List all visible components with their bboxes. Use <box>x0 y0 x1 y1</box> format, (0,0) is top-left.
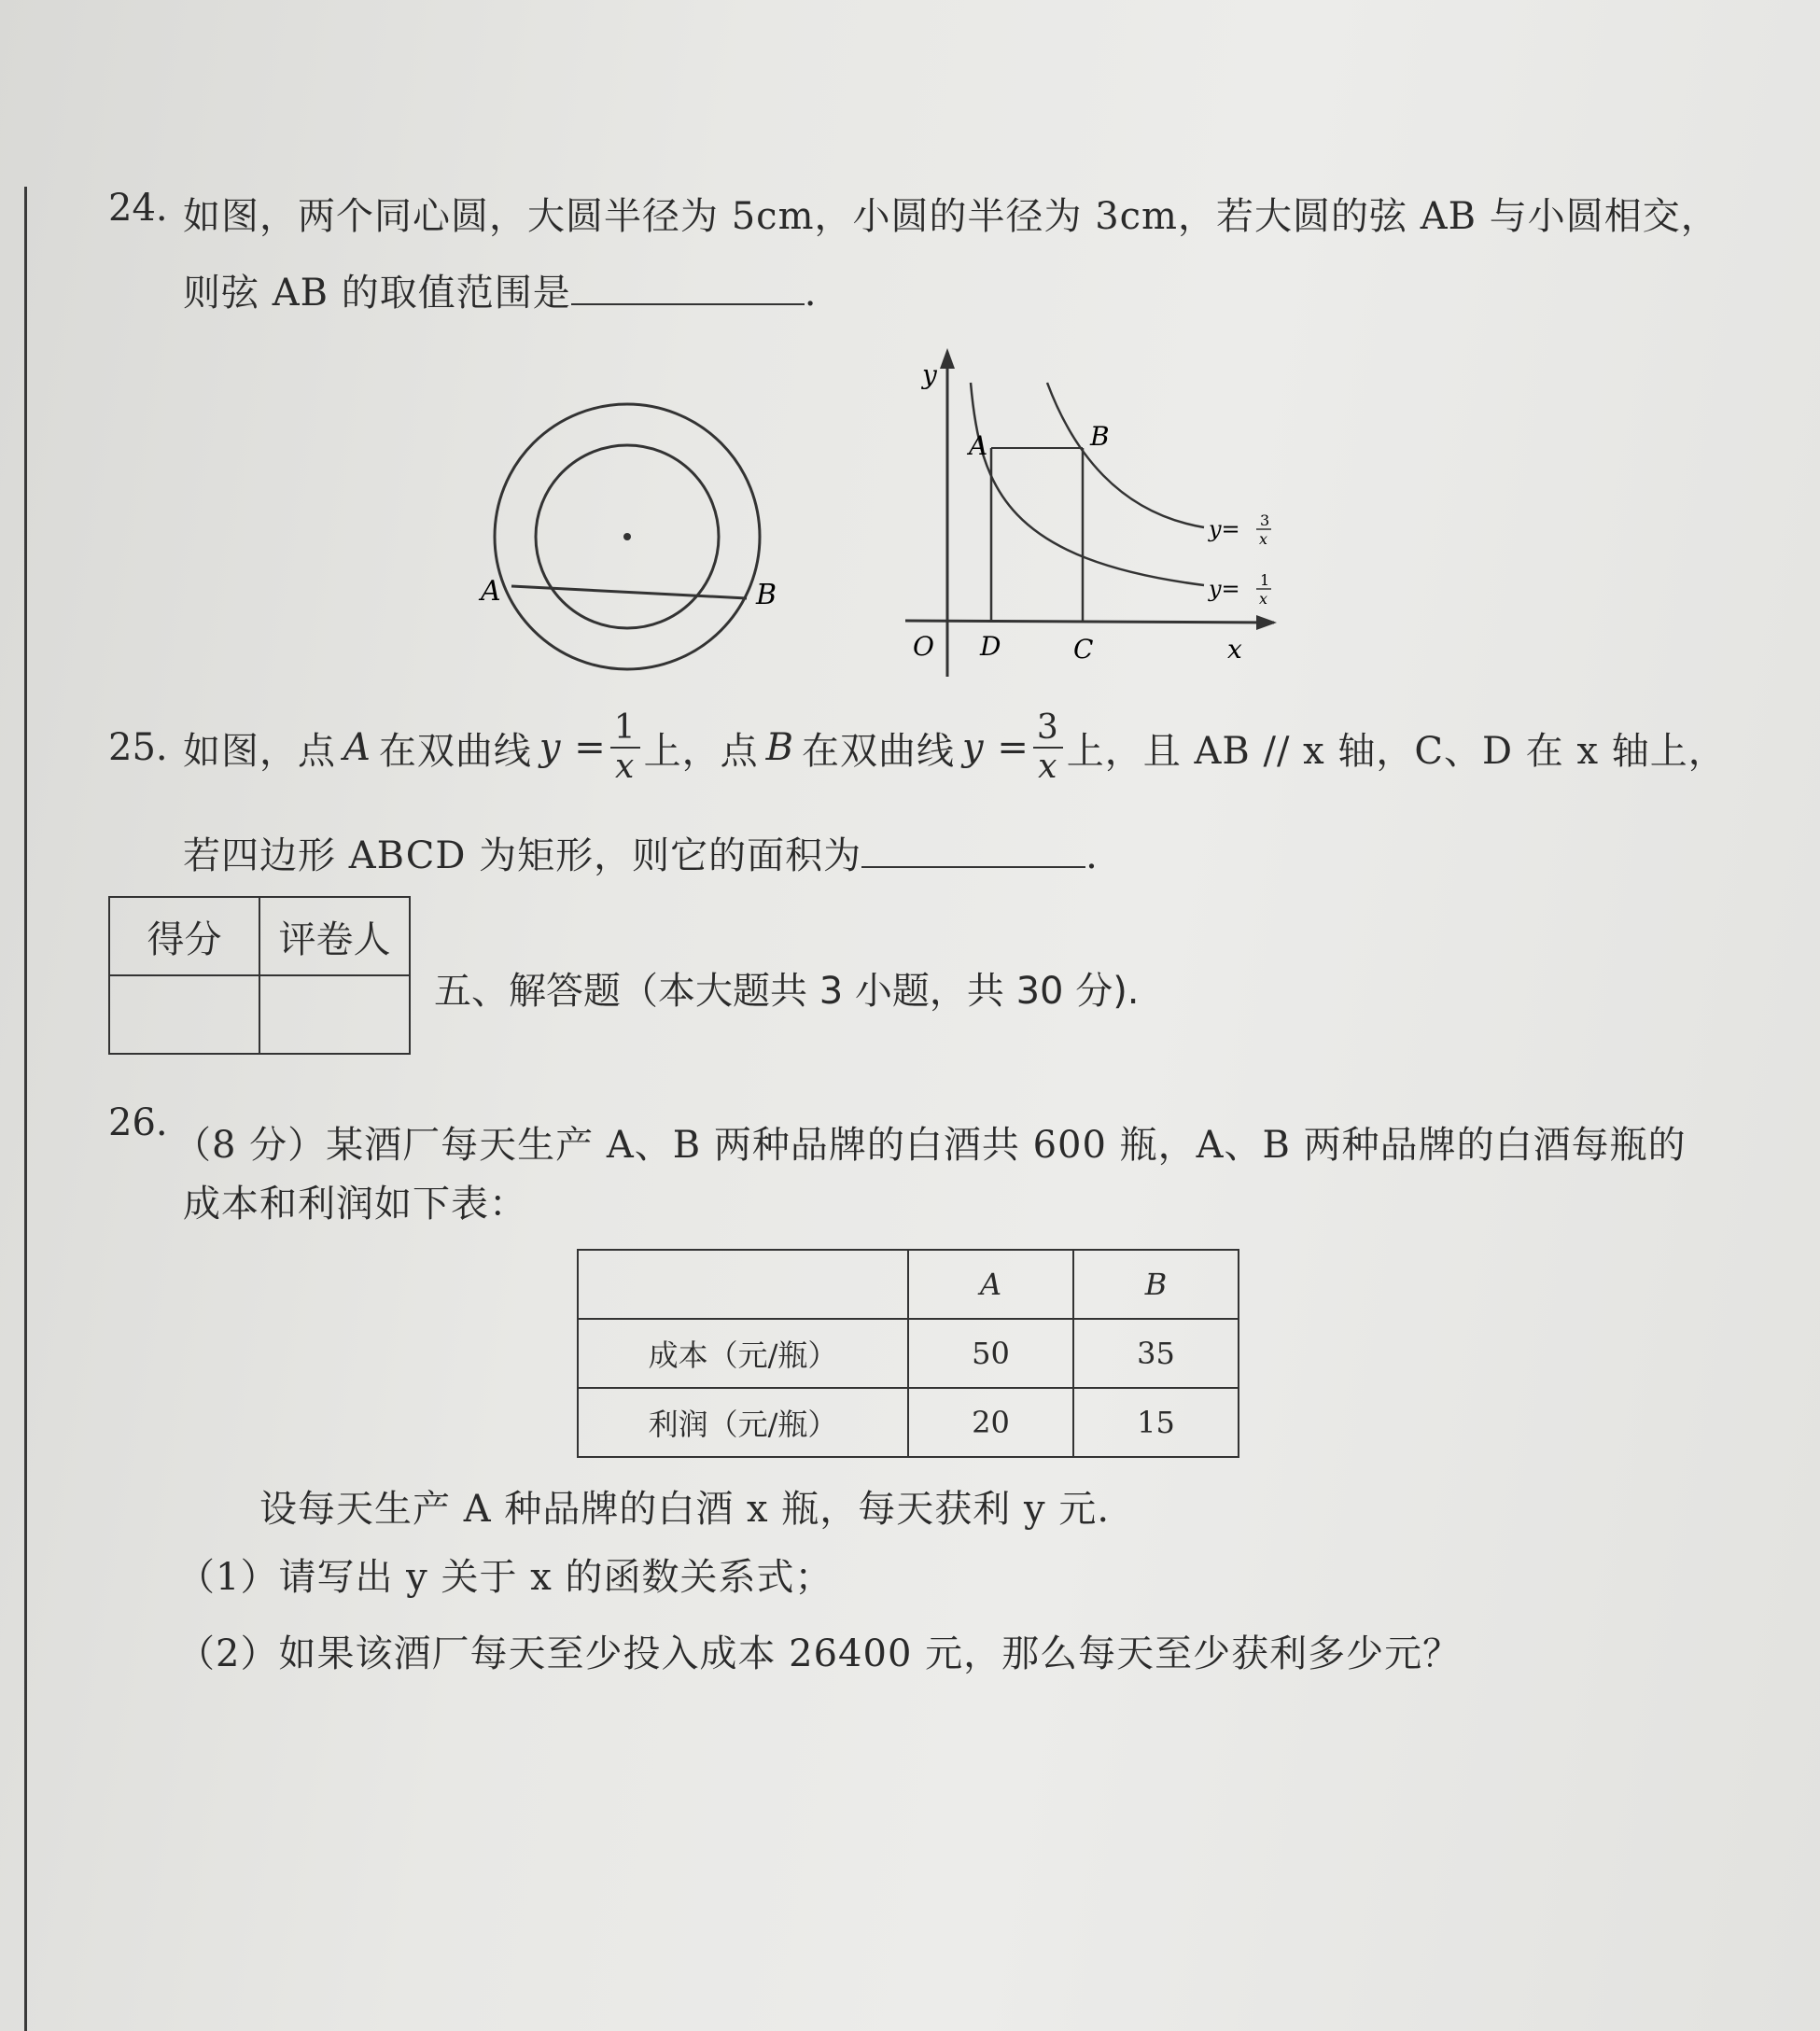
curve1-num: 3 <box>1260 511 1270 529</box>
table-header-cell: A <box>908 1250 1073 1319</box>
table-header-cell <box>578 1250 908 1319</box>
q25-eq2-num: 3 <box>1033 709 1063 749</box>
table-cell: 35 <box>1073 1319 1239 1388</box>
section5-title: 五、解答题（本大题共 3 小题，共 30 分). <box>434 970 1140 1013</box>
q24-end: . <box>804 272 818 315</box>
score-cell <box>109 975 259 1054</box>
hyperbola-figure <box>896 341 1288 686</box>
q25-point-a: A <box>343 726 371 769</box>
q24-line2 <box>183 263 817 316</box>
q26-line2: 成本和利润如下表： <box>183 1183 527 1226</box>
fig2-label-o: O <box>913 631 934 662</box>
q25-answer-blank <box>861 838 1085 868</box>
fig2-label-b: B <box>1090 421 1110 452</box>
q25-eq1-den: x <box>615 748 636 786</box>
fig2-label-c: C <box>1073 634 1094 665</box>
table-cell: 50 <box>908 1319 1073 1388</box>
q26-number: 26. <box>108 1101 168 1144</box>
margin-line <box>24 187 27 2031</box>
q25-eq2-fraction <box>1033 709 1063 786</box>
q25-line2-text: 若四边形 ABCD 为矩形，则它的面积为 <box>183 834 862 877</box>
q24-line1: 如图，两个同心圆，大圆半径为 5cm，小圆的半径为 3cm，若大圆的弦 AB 与小圆相交， <box>183 195 1719 238</box>
grader-cell <box>259 975 410 1054</box>
q26-part1: （1）请写出 y 关于 x 的函数关系式； <box>177 1556 833 1599</box>
table-header-cell: B <box>1073 1250 1239 1319</box>
table-cell: 15 <box>1073 1388 1239 1457</box>
table-cell: 成本（元/瓶） <box>578 1319 908 1388</box>
circle-center-dot <box>623 533 631 540</box>
q25-point-b: B <box>765 726 795 769</box>
x-axis-arrow <box>1256 615 1277 630</box>
q25-eq2-den: x <box>1038 748 1058 786</box>
q26-line1: （8 分）某酒厂每天生产 A、B 两种品牌的白酒共 600 瓶，A、B 两种品牌的白酒每瓶的 <box>174 1124 1687 1167</box>
curve2-eq-prefix: y= <box>1209 576 1240 602</box>
fig1-label-b: B <box>756 579 777 611</box>
fig2-label-d: D <box>980 631 1001 662</box>
fig2-label-a: A <box>969 430 988 461</box>
curve2-den: x <box>1259 590 1268 608</box>
q25-part4: 在双曲线 <box>802 729 956 773</box>
y-axis-arrow <box>940 348 955 369</box>
table-cell: 20 <box>908 1388 1073 1457</box>
q25-eq1-prefix: y = <box>539 726 607 769</box>
table-row <box>578 1319 1239 1388</box>
curve2-num: 1 <box>1260 571 1270 589</box>
q25-part3: 上，点 <box>643 729 759 773</box>
curve-y-3-over-x <box>1047 383 1204 527</box>
q25-eq1-num: 1 <box>610 709 640 749</box>
fig2-label-x: x <box>1227 634 1242 665</box>
q26-part2: （2）如果该酒厂每天至少投入成本 26400 元，那么每天至少获利多少元？ <box>177 1632 1462 1675</box>
table-cell: 利润（元/瓶） <box>578 1388 908 1457</box>
curve1-eq-prefix: y= <box>1209 516 1240 542</box>
q25-part5: 上，且 AB // x 轴，C、D 在 x 轴上， <box>1066 729 1727 773</box>
x-axis <box>905 621 1274 623</box>
chord-ab <box>511 586 747 598</box>
q25-part1: 如图，点 <box>183 729 336 773</box>
score-header: 得分 <box>109 897 259 975</box>
concentric-circles-figure <box>467 387 803 705</box>
curve-y-1-over-x <box>971 383 1204 585</box>
q25-eq2-prefix: y = <box>962 726 1029 769</box>
grader-header: 评卷人 <box>259 897 410 975</box>
q24-number: 24. <box>108 187 168 230</box>
curve1-den: x <box>1259 530 1268 548</box>
q25-eq1-fraction <box>610 709 640 786</box>
score-table <box>108 896 411 1055</box>
q26-setup: 设每天生产 A 种品牌的白酒 x 瓶，每天获利 y 元. <box>259 1488 1111 1531</box>
table-header-row <box>578 1250 1239 1319</box>
q24-line2-text: 则弦 AB 的取值范围是 <box>183 272 571 315</box>
q25-part2: 在双曲线 <box>378 729 532 773</box>
q25-line2 <box>183 826 1099 879</box>
q25-line1 <box>183 709 1727 786</box>
fig1-label-a: A <box>481 575 501 608</box>
table-row <box>578 1388 1239 1457</box>
q24-answer-blank <box>571 275 805 305</box>
fig2-label-y: y <box>922 359 937 390</box>
q25-number: 25. <box>108 726 168 769</box>
q25-end: . <box>1085 834 1099 877</box>
cost-profit-table <box>577 1249 1239 1458</box>
